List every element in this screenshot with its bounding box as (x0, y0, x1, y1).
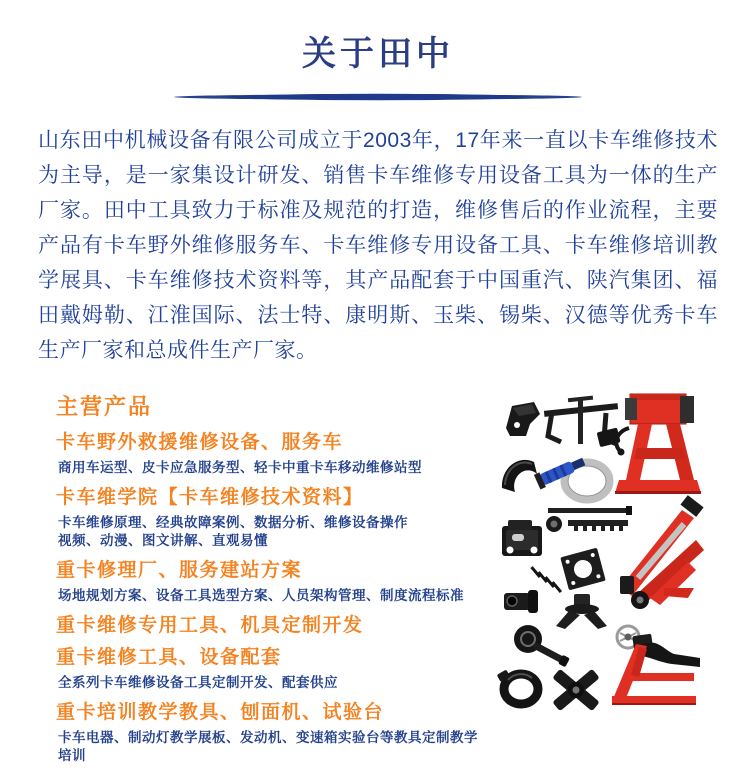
products-area (56, 390, 756, 768)
product-item-title: 卡车野外救援维修设备、服务车 (56, 432, 344, 453)
product-item (56, 486, 480, 550)
piston-ring-compressor-icon (534, 454, 610, 500)
adapter-plate-with-bolts-icon (530, 548, 605, 593)
company-intro-paragraph: 山东田中机械设备有限公司成立于2003年，17年来一直以卡车维修技术为主导，是一家集设计研发、销售卡车维修专用设备工具为一体的生产厂家。田中工具致力于标准及规范的打造，维修售后的作业流程，主要产品有卡车野外维修服务车、卡车维修专用设备工具、卡车维修培训教学展具、卡车维修技术资料等，其产品配套于中国重汽、陕汽集团、福田戴姆勒、江淮国际、法士特、康明斯、玉柴、锡柴、汉德等优秀卡车生产厂家和总成件生产厂家。 (38, 129, 718, 362)
product-item (56, 614, 480, 637)
product-item (56, 431, 480, 477)
product-item-desc: 卡车电器、制动灯教学展板、发动机、变速箱实验台等教具定制教学培训 (58, 730, 478, 763)
engine-repair-stand-icon (612, 626, 700, 705)
title-divider-line (173, 93, 583, 101)
cross-puller-icon (552, 669, 600, 712)
hand-crank-stand-icon (615, 394, 701, 494)
product-item-title: 重卡修理厂、服务建站方案 (56, 560, 303, 581)
product-item-desc: 场地规划方案、设备工具选型方案、人员架构管理、制度流程标准 (58, 588, 464, 603)
hub-bushing-icon (504, 590, 538, 613)
product-item-title: 重卡维修工具、设备配套 (56, 647, 282, 668)
product-item-desc: 全系列卡车维修设备工具定制开发、配套供应 (58, 675, 338, 690)
main-products-list (56, 390, 480, 768)
bearing-collar-icon (497, 670, 538, 704)
product-item-desc: 商用车运型、皮卡应急服务型、轻卡中重卡车移动维修站型 (58, 460, 422, 475)
product-collage (480, 390, 756, 768)
page-title: 关于田中 (302, 35, 454, 73)
product-item-title: 卡车维学院【卡车维修技术资料】 (56, 487, 364, 508)
product-item (56, 701, 480, 765)
mounting-bracket-icon (502, 520, 542, 556)
product-item-title: 重卡培训教学教具、刨面机、试验台 (56, 702, 385, 723)
brake-shoe-icon (502, 460, 537, 492)
product-item-desc: 视频、动漫、图文讲解、直观易懂 (58, 533, 268, 548)
main-products-heading: 主营产品 (56, 394, 153, 419)
engine-mount-bracket-icon (506, 402, 540, 436)
gear-puller-icon (544, 396, 621, 448)
transmission-jack-icon (620, 495, 704, 609)
product-item-desc: 卡车维修原理、经典故障案例、数据分析、维修设备操作 (58, 515, 408, 530)
product-collage-image (488, 392, 756, 748)
claw-fixture-icon (556, 594, 607, 629)
product-item-title: 重卡维修专用工具、机具定制开发 (56, 615, 364, 636)
flange-shaft-icon (514, 625, 570, 667)
push-rods-icon (546, 506, 632, 532)
product-item (56, 559, 480, 605)
product-item (56, 646, 480, 692)
